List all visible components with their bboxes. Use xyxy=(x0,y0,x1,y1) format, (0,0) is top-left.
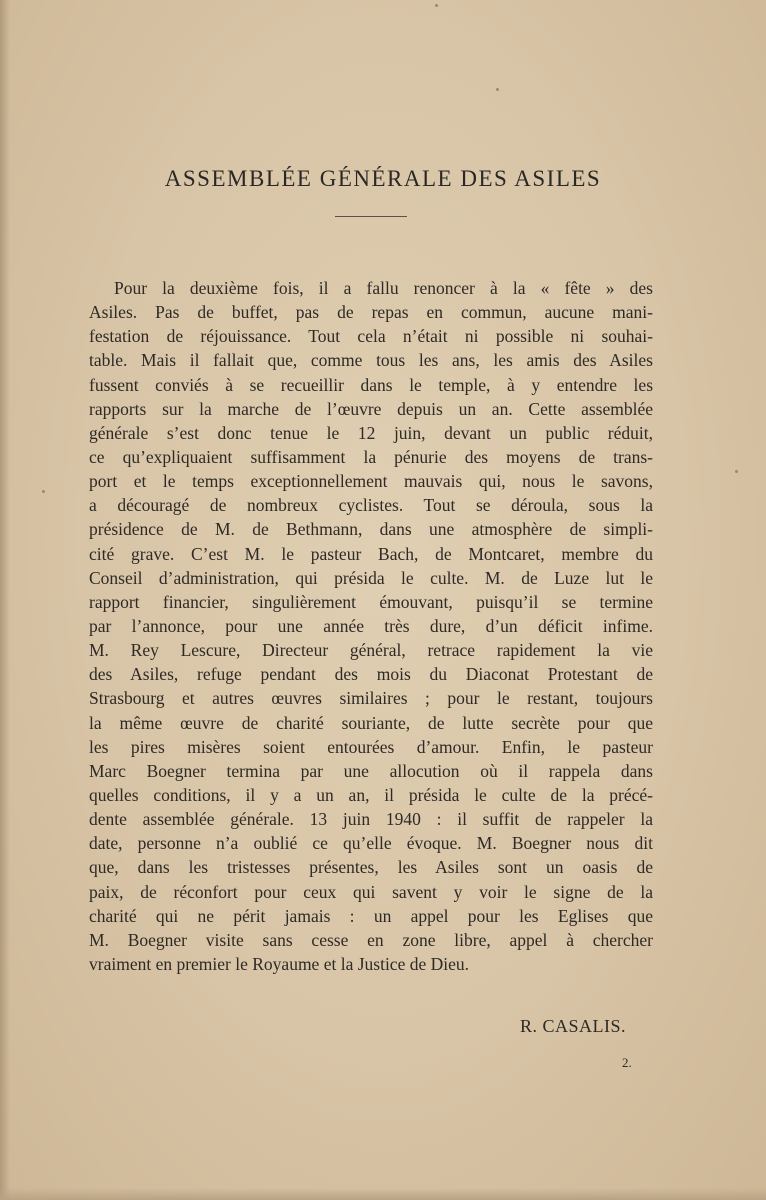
author-signature: R. CASALIS. xyxy=(520,1016,627,1036)
article-title: ASSEMBLÉE GÉNÉRALE DES ASILES xyxy=(164,166,602,191)
body-line: cité grave. C’est M. le pasteur Bach, de Montcaret, membre du xyxy=(89,543,653,564)
body-line: présidence de M. de Bethmann, dans une atmosphère de simpli- xyxy=(89,519,653,540)
body-line: rapports sur la marche de l’œuvre depuis un an. Cette assemblée xyxy=(89,398,653,419)
paper-speck xyxy=(42,490,45,493)
paper-speck xyxy=(735,470,738,473)
body-line: rapport financier, singulièrement émouvant, puisqu’il se termine xyxy=(89,591,653,612)
body-line: Pour la deuxième fois, il a fallu renoncer à la « fête » des xyxy=(114,278,653,298)
body-line: par l’annonce, pour une année très dure, d’un déficit infime. xyxy=(89,615,653,636)
body-line: port et le temps exceptionnellement mauvais qui, nous le savons, xyxy=(89,471,653,492)
body-line: fussent conviés à se recueillir dans le temple, à y entendre les xyxy=(89,374,653,395)
body-line: quelles conditions, il y a un an, il présida le culte de la précé- xyxy=(89,784,653,805)
body-line: vraiment en premier le Royaume et la Justice de Dieu. xyxy=(89,953,470,974)
body-line: charité qui ne périt jamais : un appel pour les Eglises que xyxy=(89,905,653,926)
page-number: 2. xyxy=(622,1055,632,1070)
body-line: générale s’est donc tenue le 12 juin, devant un public réduit, xyxy=(89,422,653,443)
body-line: paix, de réconfort pour ceux qui savent y voir le signe de la xyxy=(89,881,653,902)
body-line: la même œuvre de charité souriante, de lutte secrète pour que xyxy=(89,712,653,733)
body-line: dente assemblée générale. 13 juin 1940 : il suffit de rappeler la xyxy=(89,809,653,830)
body-line: a découragé de nombreux cyclistes. Tout se déroula, sous la xyxy=(89,495,653,516)
body-line: date, personne n’a oublié ce qu’elle évoque. M. Boegner nous dit xyxy=(89,833,653,854)
body-line: M. Rey Lescure, Directeur général, retrace rapidement la vie xyxy=(89,640,653,661)
body-line: table. Mais il fallait que, comme tous les ans, les amis des Asiles xyxy=(89,350,653,371)
body-line: des Asiles, refuge pendant des mois du Diaconat Protestant de xyxy=(89,664,653,685)
title-divider xyxy=(335,216,407,217)
body-line: Strasbourg et autres œuvres similaires ; pour le restant, toujours xyxy=(89,688,653,709)
article-body xyxy=(89,276,653,976)
body-line: Conseil d’administration, qui présida le culte. M. de Luze lut le xyxy=(89,567,653,588)
body-line: Asiles. Pas de buffet, pas de repas en commun, aucune mani- xyxy=(89,302,653,323)
paper-speck xyxy=(496,88,499,91)
body-line: les pires misères soient entourées d’amour. Enfin, le pasteur xyxy=(89,736,653,757)
body-line: M. Boegner visite sans cesse en zone libre, appel à chercher xyxy=(89,929,653,950)
page-bottom-edge xyxy=(0,1188,766,1200)
body-line: festation de réjouissance. Tout cela n’était ni possible ni souhai- xyxy=(89,326,653,347)
paper-speck xyxy=(435,4,438,7)
body-line: Marc Boegner termina par une allocution où il rappela dans xyxy=(89,760,653,781)
body-line: que, dans les tristesses présentes, les Asiles sont un oasis de xyxy=(89,857,653,878)
body-line: ce qu’expliquaient suffisamment la pénurie des moyens de trans- xyxy=(89,446,653,467)
